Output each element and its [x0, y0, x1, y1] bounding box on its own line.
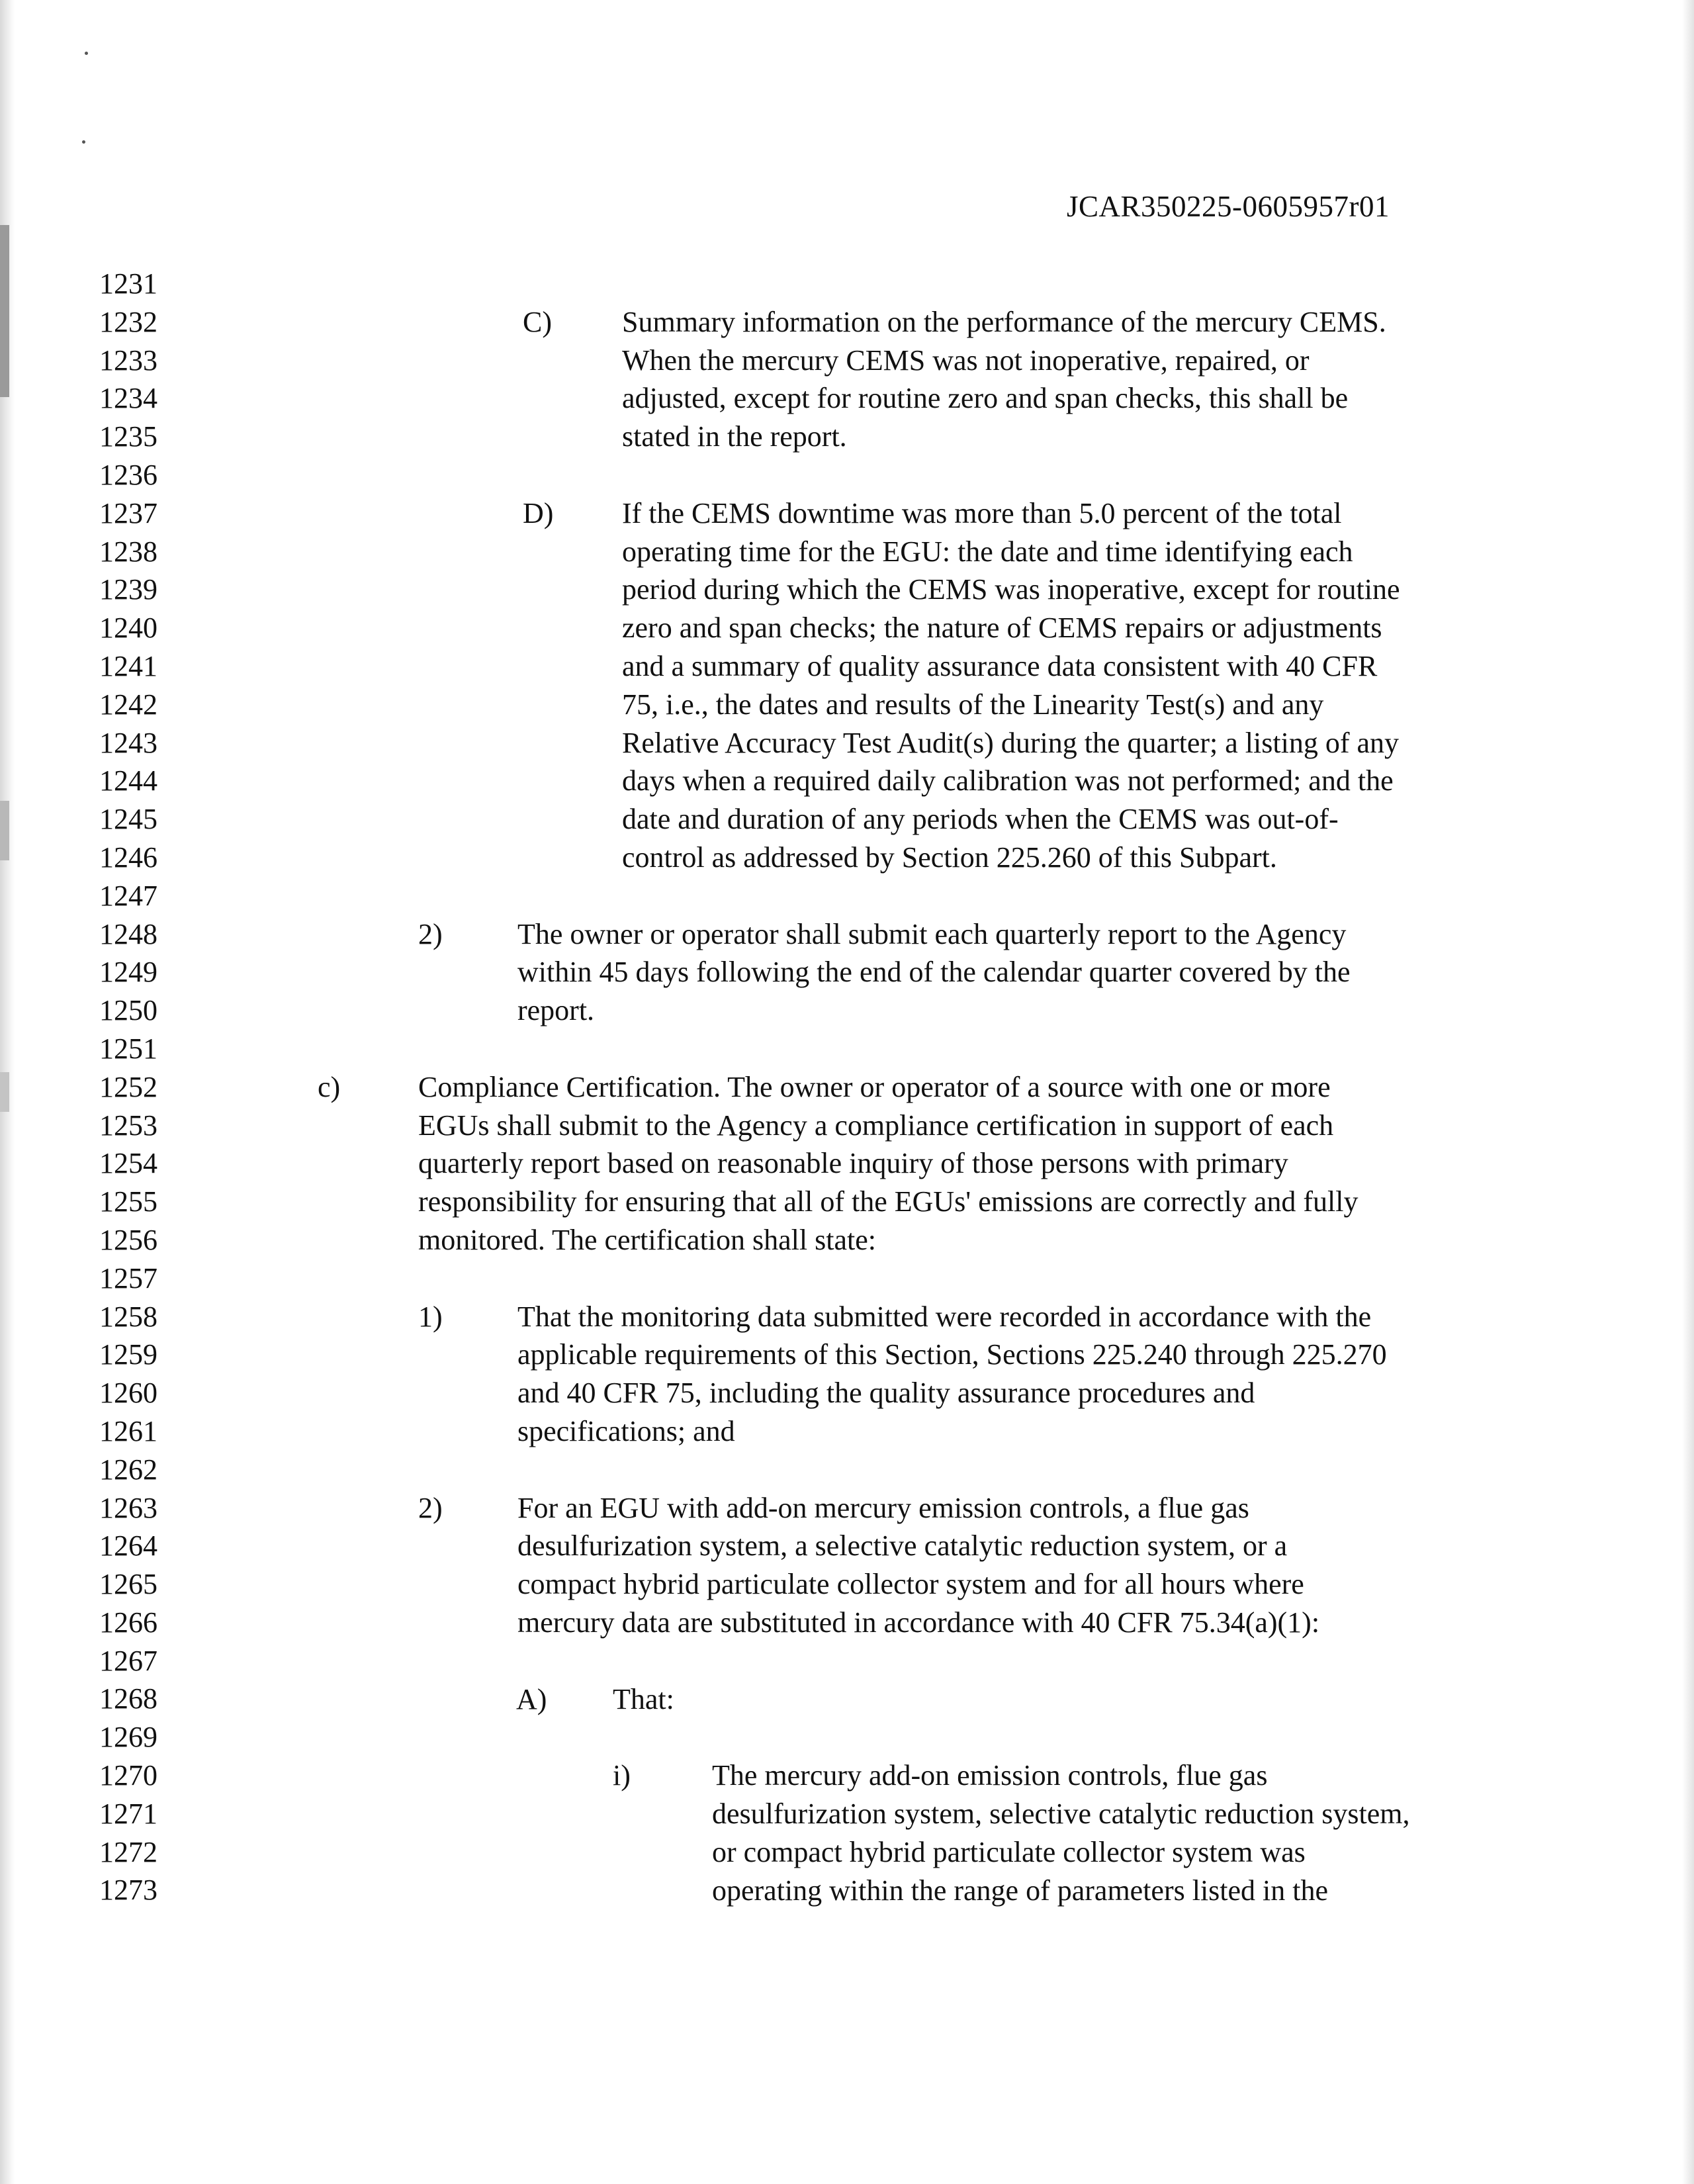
line-number: 1264: [99, 1529, 157, 1563]
text-line: 75, i.e., the dates and results of the Linearity Test(s) and any: [622, 688, 1324, 721]
line-number: 1234: [99, 382, 157, 415]
line-number: 1247: [99, 879, 157, 912]
scan-speck: [85, 52, 88, 55]
line-number: 1271: [99, 1797, 157, 1830]
scan-edge-band: [0, 1072, 9, 1112]
line-number: 1238: [99, 535, 157, 568]
text-line: For an EGU with add-on mercury emission controls, a flue gas: [517, 1491, 1249, 1524]
paragraph-A: [516, 1680, 674, 1719]
line-number: 1270: [99, 1759, 157, 1792]
text-line: period during which the CEMS was inoperative, except for routine: [622, 573, 1400, 606]
text-line: and a summary of quality assurance data consistent with 40 CFR: [622, 649, 1378, 682]
line-number: 1267: [99, 1644, 157, 1677]
line-number: 1243: [99, 726, 157, 759]
line-number: 1233: [99, 343, 157, 377]
paragraph-c-compliance: [318, 1068, 1358, 1259]
paragraph-label: A): [516, 1682, 547, 1715]
line-number: 1272: [99, 1835, 157, 1868]
text-line: Summary information on the performance of the mercury CEMS.: [622, 305, 1386, 338]
paragraph-text: [622, 494, 1400, 877]
paragraph-label: 1): [418, 1300, 443, 1333]
paragraph-text: [613, 1680, 674, 1719]
paragraph-label: 2): [418, 917, 443, 950]
text-line: operating within the range of parameters listed in the: [712, 1874, 1329, 1907]
text-line: report.: [517, 994, 595, 1027]
line-number: 1241: [99, 649, 157, 682]
line-number: 1269: [99, 1721, 157, 1754]
paragraph-1-monitoring: [418, 1298, 1387, 1451]
line-number: 1237: [99, 496, 157, 529]
paragraph-C: [523, 303, 1386, 456]
line-number: 1255: [99, 1185, 157, 1218]
text-line: operating time for the EGU: the date and time identifying each: [622, 535, 1353, 568]
scan-edge-band: [0, 225, 9, 397]
paragraph-text: [622, 303, 1386, 456]
paragraph-label: D): [523, 496, 554, 529]
paragraph-2-submit: [418, 915, 1350, 1030]
line-number: 1254: [99, 1147, 157, 1180]
paragraph-text: [418, 1068, 1358, 1259]
line-number: 1231: [99, 267, 157, 300]
paragraph-label: c): [318, 1070, 341, 1103]
text-line: stated in the report.: [622, 420, 847, 453]
line-number-column: [99, 265, 192, 1909]
line-number: 1248: [99, 917, 157, 950]
paragraph-label: 2): [418, 1491, 443, 1524]
paragraph-text: [517, 1298, 1387, 1451]
line-number: 1245: [99, 803, 157, 836]
text-line: Compliance Certification. The owner or operator of a source with one or more: [418, 1070, 1331, 1103]
line-number: 1258: [99, 1300, 157, 1333]
line-number: 1268: [99, 1682, 157, 1715]
text-line: Relative Accuracy Test Audit(s) during the quarter; a listing of any: [622, 726, 1400, 759]
scan-edge-right: [1682, 0, 1694, 2184]
text-line: compact hybrid particulate collector system and for all hours where: [517, 1568, 1304, 1601]
text-line: control as addressed by Section 225.260 of this Subpart.: [622, 841, 1277, 874]
text-line: That:: [613, 1682, 674, 1715]
line-number: 1263: [99, 1491, 157, 1524]
document-code: JCAR350225-0605957r01: [1067, 190, 1390, 223]
text-line: responsibility for ensuring that all of the EGUs' emissions are correctly and fully: [418, 1185, 1359, 1218]
line-number: 1251: [99, 1032, 157, 1065]
line-number: 1244: [99, 764, 157, 797]
line-number: 1260: [99, 1377, 157, 1410]
line-number: 1240: [99, 612, 157, 645]
scan-edge-band: [0, 801, 9, 860]
paragraph-text: [712, 1756, 1409, 1909]
line-number: 1266: [99, 1606, 157, 1639]
text-line: When the mercury CEMS was not inoperative, repaired, or: [622, 343, 1310, 377]
text-line: That the monitoring data submitted were recorded in accordance with the: [517, 1300, 1372, 1333]
paragraph-D: [523, 494, 1400, 877]
text-line: or compact hybrid particulate collector system was: [712, 1835, 1306, 1868]
paragraph-text: [517, 1489, 1319, 1642]
text-line: desulfurization system, a selective catalytic reduction system, or a: [517, 1529, 1288, 1563]
paragraph-i: [613, 1756, 1409, 1909]
text-line: specifications; and: [517, 1414, 735, 1447]
line-number: 1273: [99, 1874, 157, 1907]
text-line: days when a required daily calibration was not performed; and the: [622, 764, 1394, 797]
text-line: and 40 CFR 75, including the quality assurance procedures and: [517, 1377, 1255, 1410]
text-line: EGUs shall submit to the Agency a compliance certification in support of each: [418, 1109, 1334, 1142]
text-line: adjusted, except for routine zero and span checks, this shall be: [622, 382, 1349, 415]
text-line: applicable requirements of this Section, Sections 225.240 through 225.270: [517, 1338, 1387, 1371]
line-number: 1257: [99, 1261, 157, 1295]
paragraph-2-egu: [418, 1489, 1319, 1642]
line-number: 1246: [99, 841, 157, 874]
line-number: 1265: [99, 1568, 157, 1601]
text-line: The owner or operator shall submit each quarterly report to the Agency: [517, 917, 1347, 950]
paragraph-text: [517, 915, 1350, 1030]
scan-speck: [82, 140, 85, 144]
paragraph-label: i): [613, 1759, 631, 1792]
line-number: 1242: [99, 688, 157, 721]
line-number: 1259: [99, 1338, 157, 1371]
text-line: The mercury add-on emission controls, flue gas: [712, 1759, 1268, 1792]
text-line: desulfurization system, selective catalytic reduction system,: [712, 1797, 1410, 1830]
text-line: monitored. The certification shall state:: [418, 1223, 876, 1256]
text-line: within 45 days following the end of the calendar quarter covered by the: [517, 956, 1351, 989]
line-number: 1250: [99, 994, 157, 1027]
text-line: date and duration of any periods when the CEMS was out-of-: [622, 803, 1339, 836]
line-number: 1261: [99, 1414, 157, 1447]
line-number: 1256: [99, 1223, 157, 1256]
line-number: 1236: [99, 458, 157, 491]
line-number: 1262: [99, 1453, 157, 1486]
line-number: 1239: [99, 573, 157, 606]
paragraph-label: C): [523, 305, 552, 338]
line-number: 1253: [99, 1109, 157, 1142]
line-number: 1232: [99, 305, 157, 338]
text-line: mercury data are substituted in accordance with 40 CFR 75.34(a)(1):: [517, 1606, 1320, 1639]
text-line: If the CEMS downtime was more than 5.0 percent of the total: [622, 496, 1342, 529]
text-line: zero and span checks; the nature of CEMS repairs or adjustments: [622, 612, 1382, 645]
line-number: 1249: [99, 956, 157, 989]
text-line: quarterly report based on reasonable inquiry of those persons with primary: [418, 1147, 1288, 1180]
line-number: 1235: [99, 420, 157, 453]
line-number: 1252: [99, 1070, 157, 1103]
